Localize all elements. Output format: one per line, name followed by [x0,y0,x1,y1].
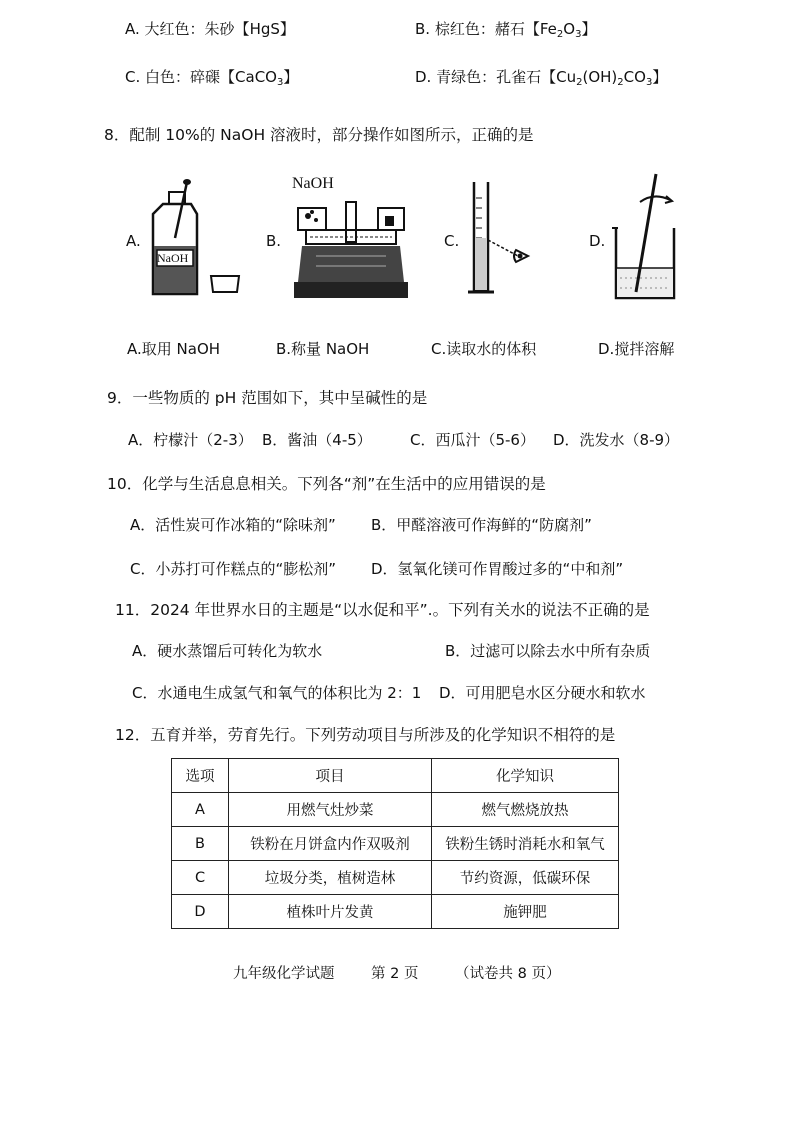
knowledge-table [171,758,619,929]
q11-stem: 11．2024 年世界水日的主题是“以水促和平”.。下列有关水的说法不正确的是 [115,601,650,619]
table-cell: 用燃气灶炒菜 [229,793,432,827]
table-cell: 节约资源，低碳环保 [432,861,619,895]
q10-option-d: D．氢氧化镁可作胃酸过多的“中和剂” [371,560,624,578]
table-header: 化学知识 [432,759,619,793]
q12-stem: 12．五育并举，劳育先行。下列劳动项目与所涉及的化学知识不相符的是 [115,726,616,744]
graduated-cylinder-figure [462,178,542,300]
q11-option-a: A．硬水蒸馏后可转化为软水 [132,642,323,660]
table-cell: 植株叶片发黄 [229,895,432,929]
reagent-bottle-figure [145,176,255,300]
table-cell: 铁粉在月饼盒内作双吸剂 [229,827,432,861]
balance-label: NaOH [292,175,334,192]
table-cell: B [172,827,229,861]
table-cell: 铁粉生锈时消耗水和氧气 [432,827,619,861]
table-header: 选项 [172,759,229,793]
caption-c: C.读取水的体积 [431,340,537,358]
figure-letter-b: B. [266,232,282,250]
bottle-label: NaOH [157,251,189,265]
table-row [172,861,619,895]
caption-d: D.搅拌溶解 [598,340,675,358]
footer-total: （试卷共 8 页） [455,966,561,982]
q10-stem: 10．化学与生活息息相关。下列各“剂”在生活中的应用错误的是 [107,475,546,493]
caption-a: A.取用 NaOH [127,340,221,358]
table-row [172,895,619,929]
table-header: 项目 [229,759,432,793]
q9-option-c: C．西瓜汁（5-6） [410,431,535,449]
beaker-stirring-figure [610,170,690,302]
q8-stem: 8．配制 10%的 NaOH 溶液时，部分操作如图所示，正确的是 [104,126,534,144]
q11-option-b: B．过滤可以除去水中所有杂质 [445,642,651,660]
q9-option-b: B．酱油（4-5） [262,431,372,449]
q11-option-d: D．可用肥皂水区分硬水和软水 [439,684,646,702]
caption-b: B.称量 NaOH [276,340,370,358]
q7-option-a: A. 大红色：朱砂【HgS】 [125,20,295,38]
q7-option-d: D. 青绿色：孔雀石【$Cu_2(OH)_2CO_3$】 [415,68,668,88]
q10-option-c: C．小苏打可作糕点的“膨松剂” [130,560,337,578]
table-cell: 施钾肥 [432,895,619,929]
table-cell: 燃气燃烧放热 [432,793,619,827]
q9-stem: 9．一些物质的 pH 范围如下，其中呈碱性的是 [107,389,428,407]
q7-option-c: C. 白色：碎磲【CaCO$_3$】 [125,68,299,88]
footer-subject: 九年级化学试题 [233,966,335,982]
table-cell: A [172,793,229,827]
q9-option-a: A．柠檬汁（2-3） [128,431,253,449]
balance-figure [286,194,416,302]
table-cell: 垃圾分类，植树造林 [229,861,432,895]
table-cell: D [172,895,229,929]
table-cell: C [172,861,229,895]
table-row [172,827,619,861]
figure-letter-d: D. [589,232,606,250]
table-row [172,793,619,827]
q10-option-a: A．活性炭可作冰箱的“除味剂” [130,516,336,534]
q10-option-b: B．甲醛溶液可作海鲜的“防腐剂” [371,516,592,534]
q11-option-c: C．水通电生成氢气和氧气的体积比为 2：1 [132,684,422,702]
figure-letter-a: A. [126,232,141,250]
option-label: A. [125,20,140,38]
q7-option-b: B. 棕红色：赭石【$Fe_2O_3$】 [415,20,597,40]
q9-option-d: D．洗发水（8-9） [553,431,680,449]
table-header-row [172,759,619,793]
footer-page: 第 2 页 [371,966,419,982]
figure-letter-c: C. [444,232,460,250]
